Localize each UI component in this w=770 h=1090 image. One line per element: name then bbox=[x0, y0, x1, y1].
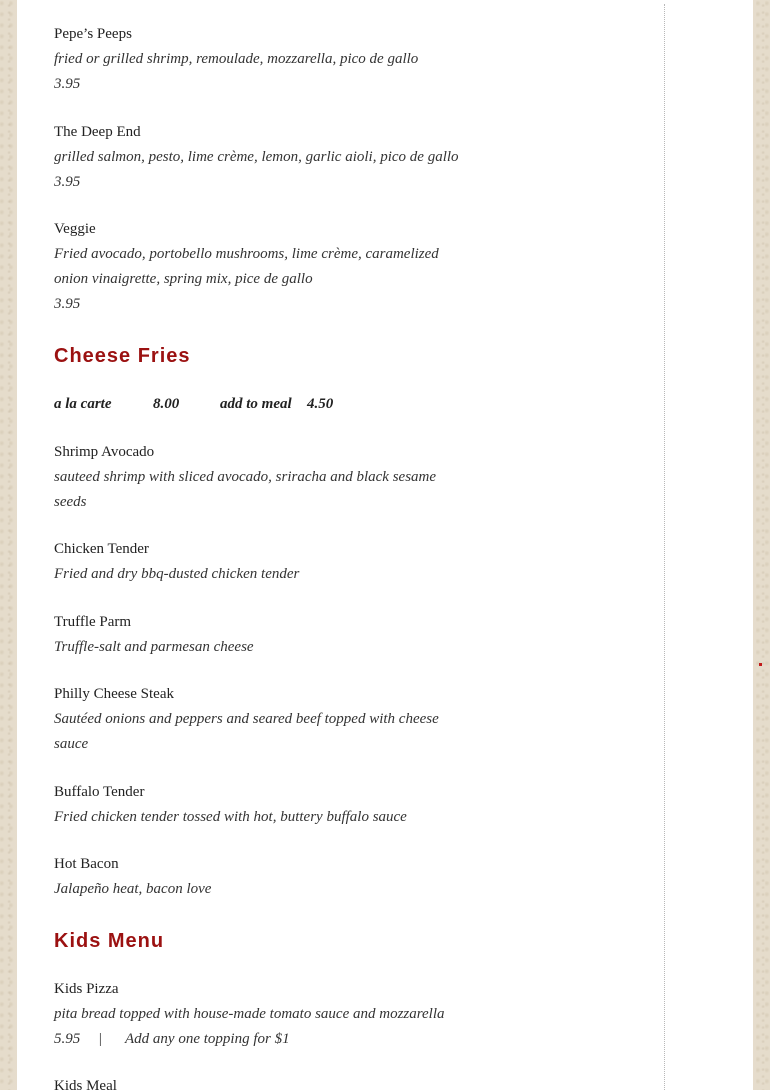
item-name: Chicken Tender bbox=[54, 541, 149, 557]
section-title-cheese-fries: Cheese Fries bbox=[54, 345, 191, 367]
menu-item-kids-meal bbox=[54, 1074, 117, 1090]
menu-item-kids-pizza bbox=[54, 977, 484, 1052]
item-description: Fried chicken tender tossed with hot, buttery buffalo sauce bbox=[54, 809, 407, 825]
menu-item-the-deep-end bbox=[54, 120, 484, 195]
menu-item-chicken-tender bbox=[54, 537, 469, 587]
item-name: Kids Meal bbox=[54, 1078, 117, 1090]
meal-label: add to meal bbox=[220, 396, 292, 412]
item-name: Buffalo Tender bbox=[54, 784, 145, 800]
column-divider bbox=[664, 4, 665, 1090]
item-price: 3.95 bbox=[54, 174, 81, 190]
item-description: Fried and dry bbq-dusted chicken tender bbox=[54, 566, 300, 582]
item-description: Sautéed onions and peppers and seared beef topped with cheese sauce bbox=[54, 711, 439, 752]
menu-item-pepes-peeps bbox=[54, 22, 469, 97]
item-name: Hot Bacon bbox=[54, 856, 119, 872]
red-mark bbox=[759, 663, 762, 666]
item-name: Philly Cheese Steak bbox=[54, 686, 174, 702]
a-la-carte-label: a la carte bbox=[54, 396, 112, 412]
item-name: Truffle Parm bbox=[54, 614, 132, 630]
item-description: Fried avocado, portobello mushrooms, lime crème, caramelized onion vinaigrette, spring mix, pice de gallo bbox=[54, 246, 439, 287]
section-title-kids-menu: Kids Menu bbox=[54, 930, 165, 952]
meal-price: 4.50 bbox=[307, 396, 334, 412]
item-description: Jalapeño heat, bacon love bbox=[54, 881, 212, 897]
item-name: Pepe’s Peeps bbox=[54, 26, 132, 42]
menu-item-buffalo-tender bbox=[54, 780, 469, 830]
menu-item-truffle-parm bbox=[54, 610, 469, 660]
menu-item-hot-bacon bbox=[54, 852, 469, 902]
menu-item-philly-cheese-steak bbox=[54, 682, 449, 757]
item-description: sauteed shrimp with sliced avocado, sriracha and black sesame seeds bbox=[54, 469, 437, 510]
item-name: The Deep End bbox=[54, 124, 141, 140]
menu-item-shrimp-avocado bbox=[54, 440, 444, 515]
menu-page bbox=[17, 0, 753, 1090]
menu-item-veggie bbox=[54, 217, 449, 317]
item-name: Kids Pizza bbox=[54, 981, 119, 997]
item-name: Shrimp Avocado bbox=[54, 444, 155, 460]
item-description: pita bread topped with house-made tomato sauce and mozzarella bbox=[54, 1006, 445, 1022]
price-separator: | bbox=[98, 1031, 103, 1047]
cheese-fries-pricing bbox=[54, 392, 333, 417]
item-price: 3.95 bbox=[54, 76, 81, 92]
item-price: 3.95 bbox=[54, 296, 81, 312]
item-description: fried or grilled shrimp, remoulade, mozzarella, pico de gallo bbox=[54, 51, 419, 67]
item-description: grilled salmon, pesto, lime crème, lemon, garlic aioli, pico de gallo bbox=[54, 149, 459, 165]
item-price: 5.95 bbox=[54, 1031, 81, 1047]
item-price-row bbox=[54, 1027, 484, 1052]
item-description: Truffle-salt and parmesan cheese bbox=[54, 639, 254, 655]
item-name: Veggie bbox=[54, 221, 96, 237]
a-la-carte-price: 8.00 bbox=[153, 396, 180, 412]
topping-note: Add any one topping for $1 bbox=[125, 1031, 290, 1047]
